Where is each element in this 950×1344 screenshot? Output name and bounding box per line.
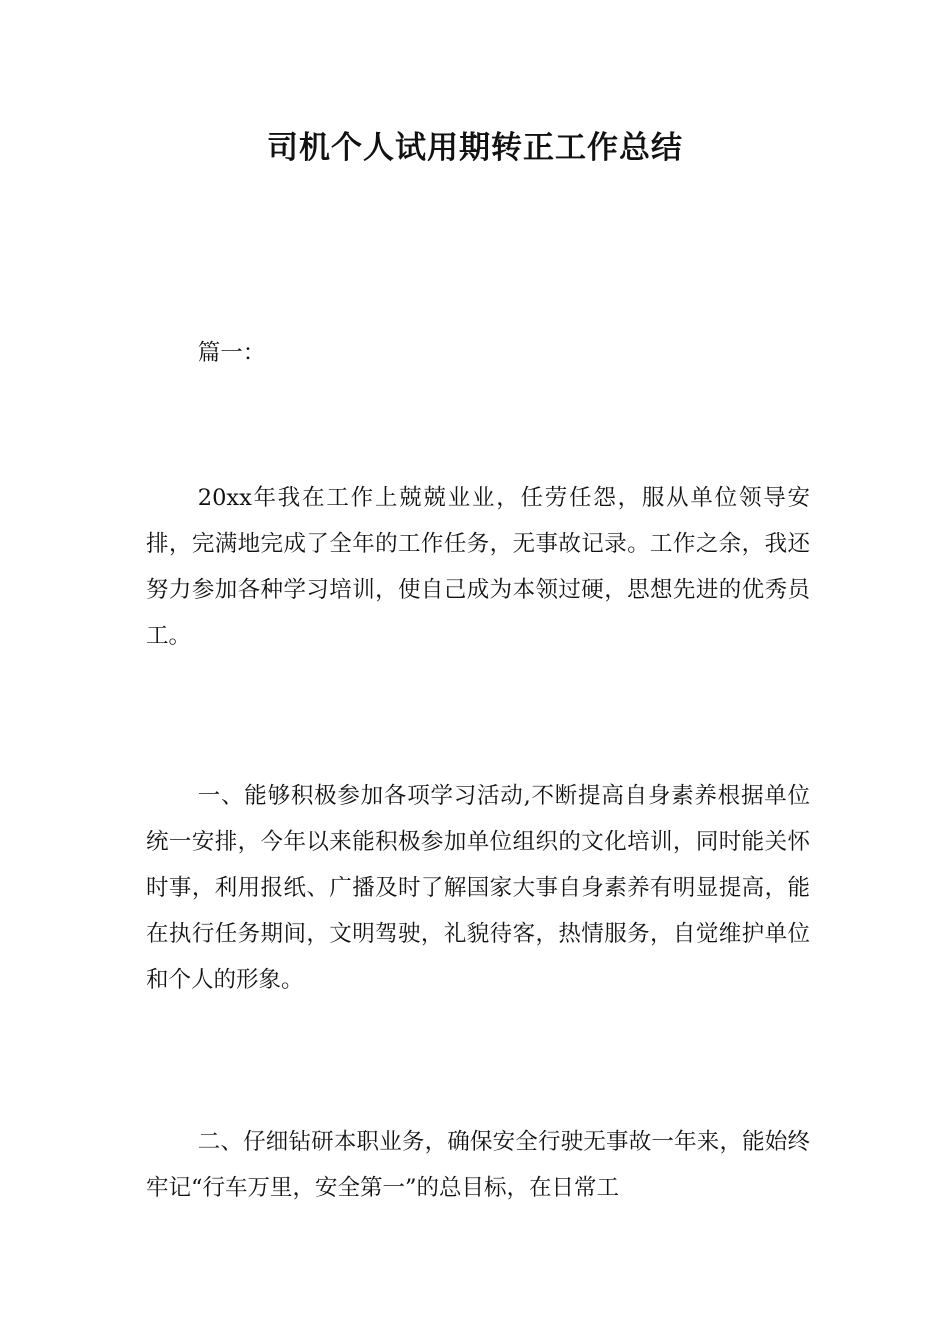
document-title: 司机个人试用期转正工作总结 [267,130,683,166]
point-two-paragraph: 二、仔细钻研本职业务，确保安全行驶无事故一年来，能始终牢记“行车万里，安全第一”的总目标，在日常工 [146,1129,810,1201]
intro-paragraph: 20xx年我在工作上兢兢业业，任劳任怨，服从单位领导安排，完满地完成了全年的工作任务，无事故记录。工作之余，我还努力参加各种学习培训，使自己成为本领过硬，思想先进的优秀员工。 [146,485,810,649]
section-heading: 篇一： [197,340,266,366]
point-one-paragraph: 一、能够积极参加各项学习活动,不断提高自身素养根据单位统一安排，今年以来能积极参加单位组织的文化培训，同时能关怀时事，利用报纸、广播及时了解国家大事自身素养有明显提高，能在执行任务期间，文明驾驶，礼貌待客，热情服务，自觉维护单位和个人的形象。 [146,783,810,993]
